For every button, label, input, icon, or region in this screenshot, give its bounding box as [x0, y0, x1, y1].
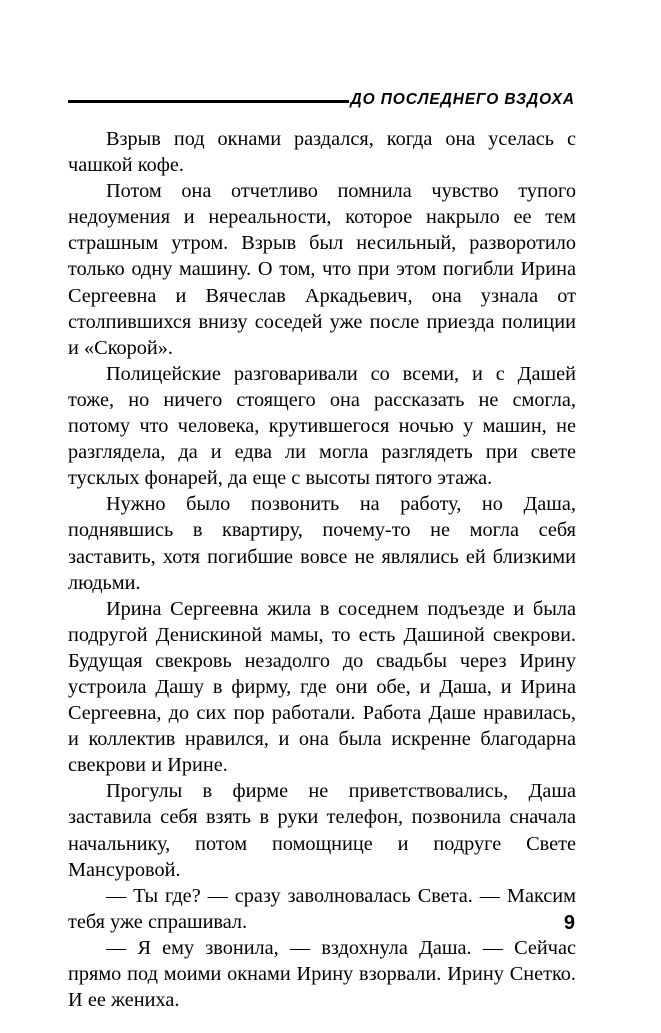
running-head-rule — [68, 100, 349, 103]
paragraph: Прогулы в фирме не приветствовались, Даша заставила себя взять в руки телефон, позвонила сначала начальнику, потом помощнице и подруге Свете Мансуровой. — [68, 780, 576, 881]
running-head-title: ДО ПОСЛЕДНЕГО ВЗДОХА — [350, 91, 575, 109]
paragraph: Потом она отчетливо помнила чувство тупого недоумения и нереальности, которое накрыло ее тем страшным утром. Взрыв был несильный, разворотило только одну машину. О том, что при этом погибли Ирина Сергеевна и Вячеслав Аркадьевич, она узнала от столпившихся внизу соседей уже после приезда полиции и «Скорой». — [68, 180, 576, 359]
paragraph: — Я ему звонила, — вздохнула Даша. — Сейчас прямо под моими окнами Ирину взорвали. Ирину Снетко. И ее жениха. — [68, 936, 576, 1012]
paragraph: Полицейские разговаривали со всеми, и с Дашей тоже, но ничего стоящего она рассказать не смогла, потому что человека, крутившегося ночью у машин, не разглядела, да и едва ли могла разглядеть при свете тусклых фонарей, да еще с высоты пятого этажа. — [68, 362, 576, 490]
paragraph: Нужно было позвонить на работу, но Даша, поднявшись в квартиру, почему-то не могла себя заставить, хотя погибшие вовсе не являлись ей близкими людьми. — [68, 493, 576, 594]
paragraph: Ирина Сергеевна жила в соседнем подъезде и была подругой Денискиной мамы, то есть Дашиной свекрови. Будущая свекровь незадолго до свадьбы через Ирину устроила Дашу в фирму, где они обе, и Даша, и Ирина Сергеевна, до сих пор работали. Работа Даше нравилась, и коллектив нравился, и она была искренне благодарна свекрови и Ирине. — [68, 597, 576, 777]
paragraph: — Ты где? — сразу заволновалась Света. — Максим тебя уже спрашивал. — [68, 884, 576, 933]
body-text — [68, 126, 576, 1013]
paragraph: Взрыв под окнами раздался, когда она уселась с чашкой кофе. — [68, 128, 576, 177]
page-number: 9 — [563, 912, 575, 934]
running-head — [68, 88, 575, 112]
